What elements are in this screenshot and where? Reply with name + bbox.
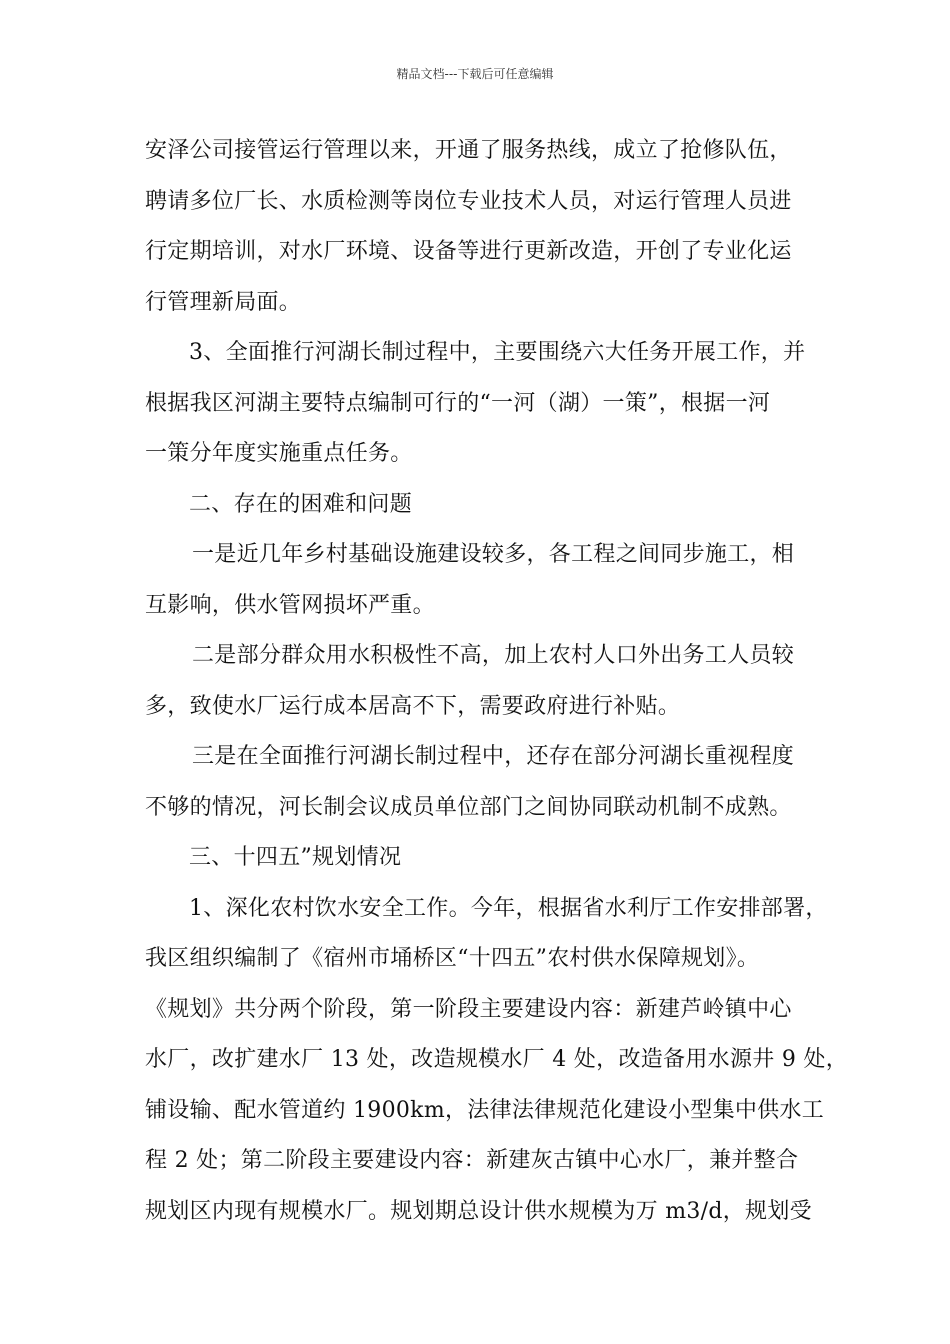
body-line: 水厂，改扩建水厂 13 处，改造规模水厂 4 处，改造备用水源井 9 处， [145,1047,849,1072]
body-line: 互影响，供水管网损坏严重。 [145,592,435,618]
body-line: 程 2 处；第二阶段主要建设内容：新建灰古镇中心水厂，兼并整合 [145,1148,799,1173]
body-line: 行定期培训，对水厂环境、设备等进行更新改造，开创了专业化运 [145,239,792,264]
body-line: 一是近几年乡村基础设施建设较多，各工程之间同步施工，相 [192,542,795,567]
section-heading: 三、十四五”规划情况 [189,845,402,870]
document-body [145,135,849,1246]
body-line: 铺设输、配水管道约 1900km，法律法律规范化建设小型集中供水工 [145,1097,825,1123]
body-line: 行管理新局面。 [145,289,302,315]
body-line: 3、全面推行河湖长制过程中，主要围绕六大任务开展工作，并 [189,340,806,365]
body-line: 二是部分群众用水积极性不高，加上农村人口外出务工人员较 [192,643,795,668]
section-heading: 二、存在的困难和问题 [189,491,413,517]
body-line: 安泽公司接管运行管理以来，开通了服务热线，成立了抢修队伍， [145,138,792,163]
body-line: 1、深化农村饮水安全工作。今年，根据省水利厅工作安排部署， [189,895,828,921]
body-line: 聘请多位厂长、水质检测等岗位专业技术人员，对运行管理人员进 [145,188,792,214]
body-line: 规划区内现有规模水厂。规划期总设计供水规模为万 m3/d，规划受 [145,1198,812,1224]
body-line: 《规划》共分两个阶段，第一阶段主要建设内容：新建芦岭镇中心 [145,996,792,1022]
body-line: 不够的情况，河长制会议成员单位部门之间协同联动机制不成熟。 [145,794,792,820]
body-line: 根据我区河湖主要特点编制可行的“一河（湖）一策”，根据一河 [145,390,771,416]
page-header: 精品文档---下载后可任意编辑 [396,67,554,81]
body-line: 多，致使水厂运行成本居高不下，需要政府进行补贴。 [145,693,681,719]
body-line: 一策分年度实施重点任务。 [145,441,413,466]
body-line: 三是在全面推行河湖长制过程中，还存在部分河湖长重视程度 [192,744,795,769]
body-line: 我区组织编制了《宿州市埇桥区“十四五”农村供水保障规划》。 [145,946,760,971]
